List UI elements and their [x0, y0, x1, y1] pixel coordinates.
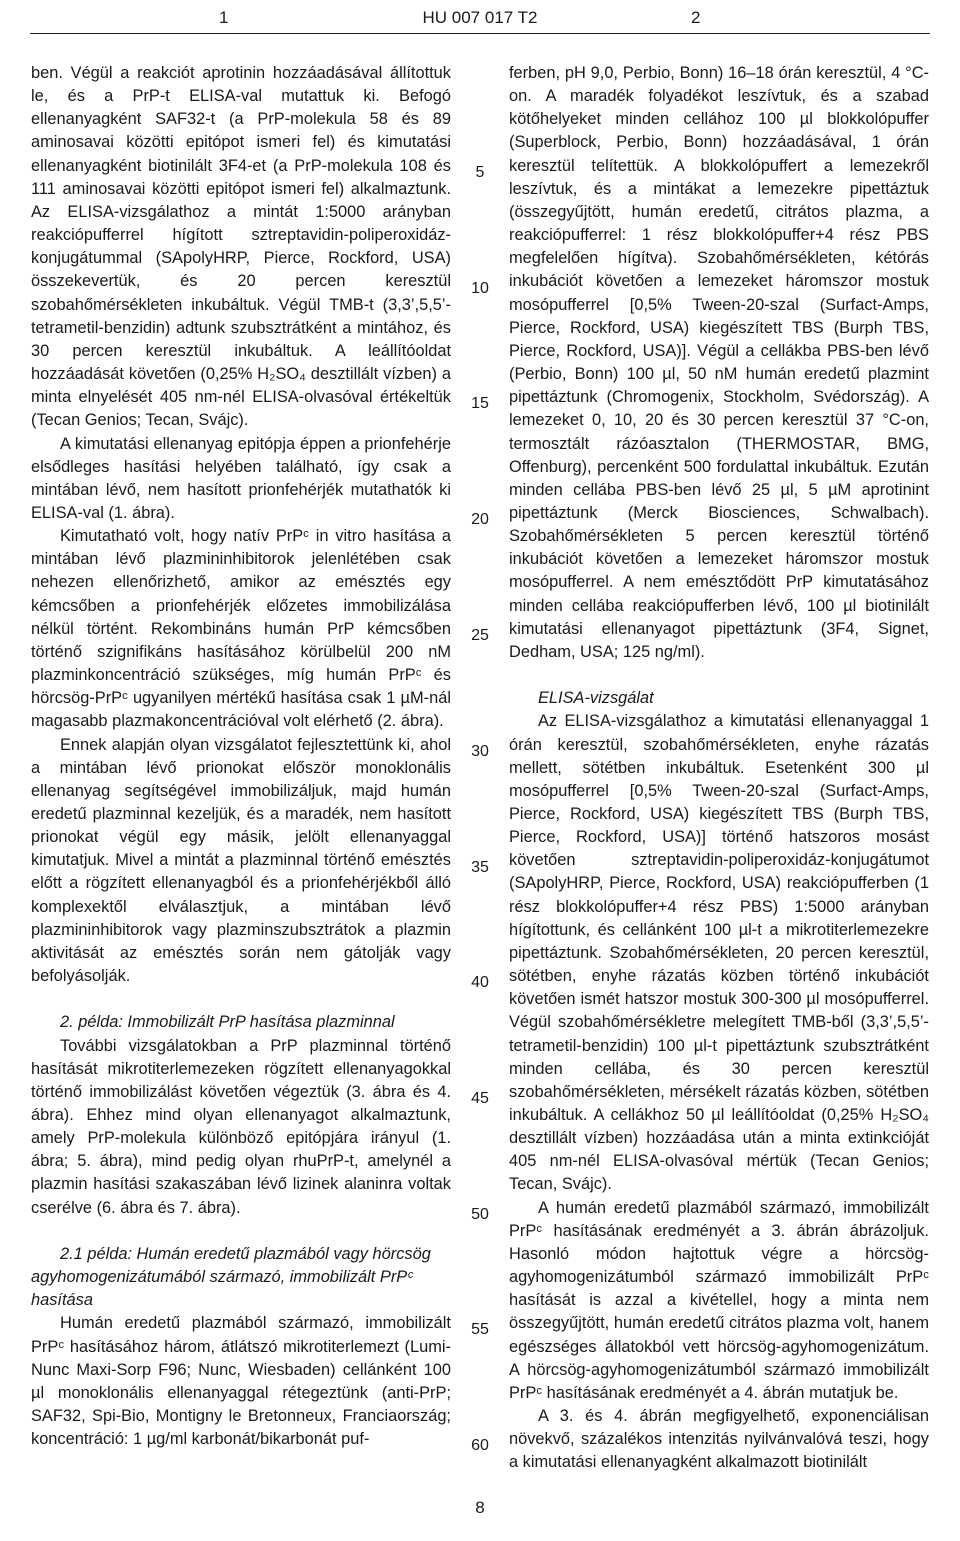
line-number: 30	[471, 743, 489, 760]
spacer	[509, 664, 929, 687]
paragraph: A kimutatási ellenanyag epitópja éppen a prionfehérje elsődleges hasítási helyében található, így csak a mintában lévő, nem hasított prionfehérjék mutathatók ki ELISA-val (1. ábra).	[31, 434, 451, 522]
line-number: 60	[471, 1437, 489, 1454]
paragraph: Az ELISA-vizsgálathoz a kimutatási ellenanyaggal 1 órán keresztül, szobahőmérsékleten, enyhe rázatás mellett, sötétben inkubáltuk. Esetenként 300 µl mosópufferrel [0,5% Tween-20-szal (Surfact-Amps, Pierce, Rockford, USA) kiegészített TBS (Burph TBS, Pierce, Rockford, USA)] történő hatszoros mosást követően sztreptavidin-poliperoxidáz-konjugátumot (SApolyHRP, Pierce, Rockford, USA) reakciópufferben (1 rész blokkolópuffer+4 rész PBS) 1:5000 arányban hígítottunk, és cellánként 100 µl-t a mikrotiterlemezekre pipettáztunk. Szobahőmérsékleten, 20 percen keresztül, sötétben, enyhe rázatás közben történő inkubációt követően ismét hatszor mostuk 300-300 µl mosópufferrel. Végül szobahőmérsékletre melegített TMB-ből (3,3’,5,5’-tetrametil-benzidin) 100 µl-t pipettáztunk szubsztrátként minden cellába, és 30 percen keresztül szobahőmérsékleten, mérsékelt rázatás közben, sötétben inkubáltuk. A cellákhoz 50 µl leállítóoldat (0,25% H₂SO₄ desztillált vízben) hozzáadása után a minta extinkcióját 405 nm-nél ELISA-olvasóval mértük (Tecan Genios; Tecan, Svájc).	[509, 712, 929, 1194]
line-number: 50	[471, 1206, 489, 1223]
line-number: 10	[471, 280, 489, 297]
section-heading: ELISA-vizsgálat	[538, 689, 654, 708]
paragraph: További vizsgálatokban a PrP plazminnal történő hasítását mikrotiterlemezeken rögzített ellenanyagokkal történő immobilizálást követően végeztük (3. ábra és 4. ábra). Ehhez mind olyan ellenanyagot alkalmaztunk, amely PrP-molekula különböző epitópjára irányul (1. ábra; 5. ábra), mind pedig olyan rhuPrP-t, amelynél a plazmin hasítási szakaszában lévő lizinek alaninra voltak cserélve (6. ábra és 7. ábra).	[31, 1036, 451, 1217]
page-number-footer: 8	[475, 1498, 485, 1517]
line-number: 55	[471, 1321, 489, 1338]
page-header	[0, 0, 960, 40]
line-number: 35	[471, 859, 489, 876]
line-number: 15	[471, 395, 489, 412]
line-number: 20	[471, 511, 489, 528]
left-page-number: 1	[219, 8, 229, 27]
paragraph: ferben, pH 9,0, Perbio, Bonn) 16–18 órán keresztül, 4 °C-on. A maradék folyadékot leszívtuk, és a szabad kötőhelyeket minden cellához 100 µl blokkolópuffer (Superblock, Perbio, Bonn) hozzáadásával, 1 órán keresztül telítettük. A blokkolópuffert a lemezekről leszívtuk, és a mintákat a lemezekre pipettáztuk (összegyűjtött, humán eredetű, citrátos plazma, a reakciópufferrel: 1 rész blokkolópuffer+4 rész PBS megfelelően hígítva). Szobahőmérsékleten, kétórás inkubációt követően a lemezeket háromszor mostuk mosópufferrel [0,5% Tween-20-szal (Surfact-Amps, Pierce, Rockford, USA) kiegészített TBS (Burph TBS, Pierce, Rockford, USA)]. Végül a cellákba PBS-ben lévő (Perbio, Bonn) 100 µl, 50 nM humán eredetű plazmint pipettáztunk (Chromogenix, Stockholm, Svédország). A lemezeket 0, 10, 20 és 30 percen keresztül 37 °C-on, termosztált rázóasztalon (THERMOSTAR, BMG, Offenburg), percenként 500 fordulattal inkubáltuk. Ezután minden cellába PBS-ben lévő 25 µl, 5 µM aprotinint pipettáztunk (Merck Biosciences, Schwalbach). Szobahőmérsékleten 5 percen keresztül történő inkubációt követően a lemezeket háromszor mostuk mosópufferrel. A nem emésztődött PrP kimutatásához minden cellába reakciópufferben lévő, 100 µl biotinilált kimutatási ellenanyagot pipettáztunk (3F4, Signet, Dedham, USA; 125 ng/ml).	[509, 64, 929, 661]
spacer	[31, 988, 451, 1011]
right-page-number: 2	[691, 8, 701, 27]
left-column	[31, 62, 451, 1451]
paragraph: Humán eredetű plazmából származó, immobilizált PrPᶜ hasításához három, átlátszó mikrotiterlemezt (Lumi-Nunc Maxi-Sorp F96; Nunc, Wiesbaden) cellánként 100 µl monoklonális ellenanyaggal rétegeztünk (anti-PrP; SAF32, Spi-Bio, Montigny le Bretonneux, Franciaország; koncentráció: 1 µg/ml karbonát/bikarbonát puf-	[31, 1314, 451, 1449]
line-number: 45	[471, 1090, 489, 1107]
paragraph: A 3. és 4. ábrán megfigyelhető, exponenciálisan növekvő, százalékos intenzitás nyilvánvalóvá teszi, hogy a kimutatási ellenanyagként alkalmazott biotinilált	[509, 1407, 929, 1472]
line-number: 40	[471, 974, 489, 991]
line-number: 25	[471, 627, 489, 644]
section-heading: 2. példa: Immobilizált PrP hasítása plazminnal	[60, 1013, 395, 1032]
document-number: HU 007 017 T2	[422, 8, 538, 27]
paragraph: A humán eredetű plazmából származó, immobilizált PrPᶜ hasításának eredményét a 3. ábrán ábrázoljuk. Hasonló módon hajtottuk végre a hörcsög-agyhomogenizátumból származó immobilizált PrPᶜ hasítását is azzal a kivétellel, hogy a minta nem összegyűjtött, humán eredetű citrátos plazma volt, hanem egészséges állatokból vett hörcsög-agyhomogenizátum. A hörcsög-agyhomogenizátumból származó immobilizált PrPᶜ hasításának eredményét a 4. ábrán mutatjuk be.	[509, 1198, 929, 1402]
section-heading: 2.1 példa: Humán eredetű plazmából vagy hörcsög agyhomogenizátumából származó, immobilizált PrPᶜ hasítása	[31, 1244, 431, 1310]
header-rule	[30, 33, 930, 34]
line-number: 5	[475, 164, 485, 181]
paragraph: ben. Végül a reakciót aprotinin hozzáadásával állítottuk le, és a PrP-t ELISA-val mutattuk ki. Befogó ellenanyagként SAF32-t (a PrP-molekula 58 és 89 aminosavai közötti epitópot ismeri fel) és kimutatási ellenanyagként biotinilált 3F4-et (a PrP-molekula 108 és 111 aminosavai közötti epitópot ismeri fel) alkalmaztunk. Az ELISA-vizsgálathoz a mintát 1:5000 arányban reakciópufferrel hígított sztreptavidin-poliperoxidáz-konjugátummal (SApolyHRP, Pierce, Rockford, USA) összekevertük, és 20 percen keresztül szobahőmérsékleten inkubáltuk. Végül TMB-t (3,3’,5,5’-tetrametil-benzidin) adtunk szubsztrátként a mintához, és 30 percen keresztül inkubáltuk. A leállítóoldat hozzáadását követően (0,25% H₂SO₄ desztillált vízben) a minta elnyelését 405 nm-nél ELISA-olvasóval értékeltük (Tecan Genios; Tecan, Svájc).	[31, 64, 451, 430]
paragraph: Kimutatható volt, hogy natív PrPᶜ in vitro hasítása a mintában lévő plazmininhibitorok jelenlétében csak nehezen ellenőrizhető, amikor az emésztés egy kémcsőben a prionfehérjék előzetes immobilizálása nélkül történt. Rekombináns humán PrP kémcsőben történő szignifikáns hasításához körülbelül 200 nM plazminkoncentráció szükséges, míg humán PrPᶜ és hörcsög-PrPᶜ ugyanilyen mértékű hasítása csak 1 µM-nál magasabb plazmakoncentrációval volt elérhető (2. ábra).	[31, 527, 451, 731]
right-column	[509, 62, 929, 1475]
paragraph: Ennek alapján olyan vizsgálatot fejlesztettünk ki, ahol a mintában lévő prionokat először monoklonális ellenanyag segítségével immobilizáljuk, majd humán eredetű plazminnal kezeljük, és a maradék, nem hasított prionokat végül egy másik, jelölt ellenanyaggal kimutatjuk. Mivel a mintát a plazminnal történő emésztés előtt a rögzített ellenanyagból és a prionfehérjékből álló komplexektől elválasztjuk, a mintában lévő plazmininhibitorok vagy plazminszubsztrátok a plazmin aktivitását az emésztés során nem gátolják vagy befolyásolják.	[31, 735, 451, 986]
spacer	[31, 1220, 451, 1243]
